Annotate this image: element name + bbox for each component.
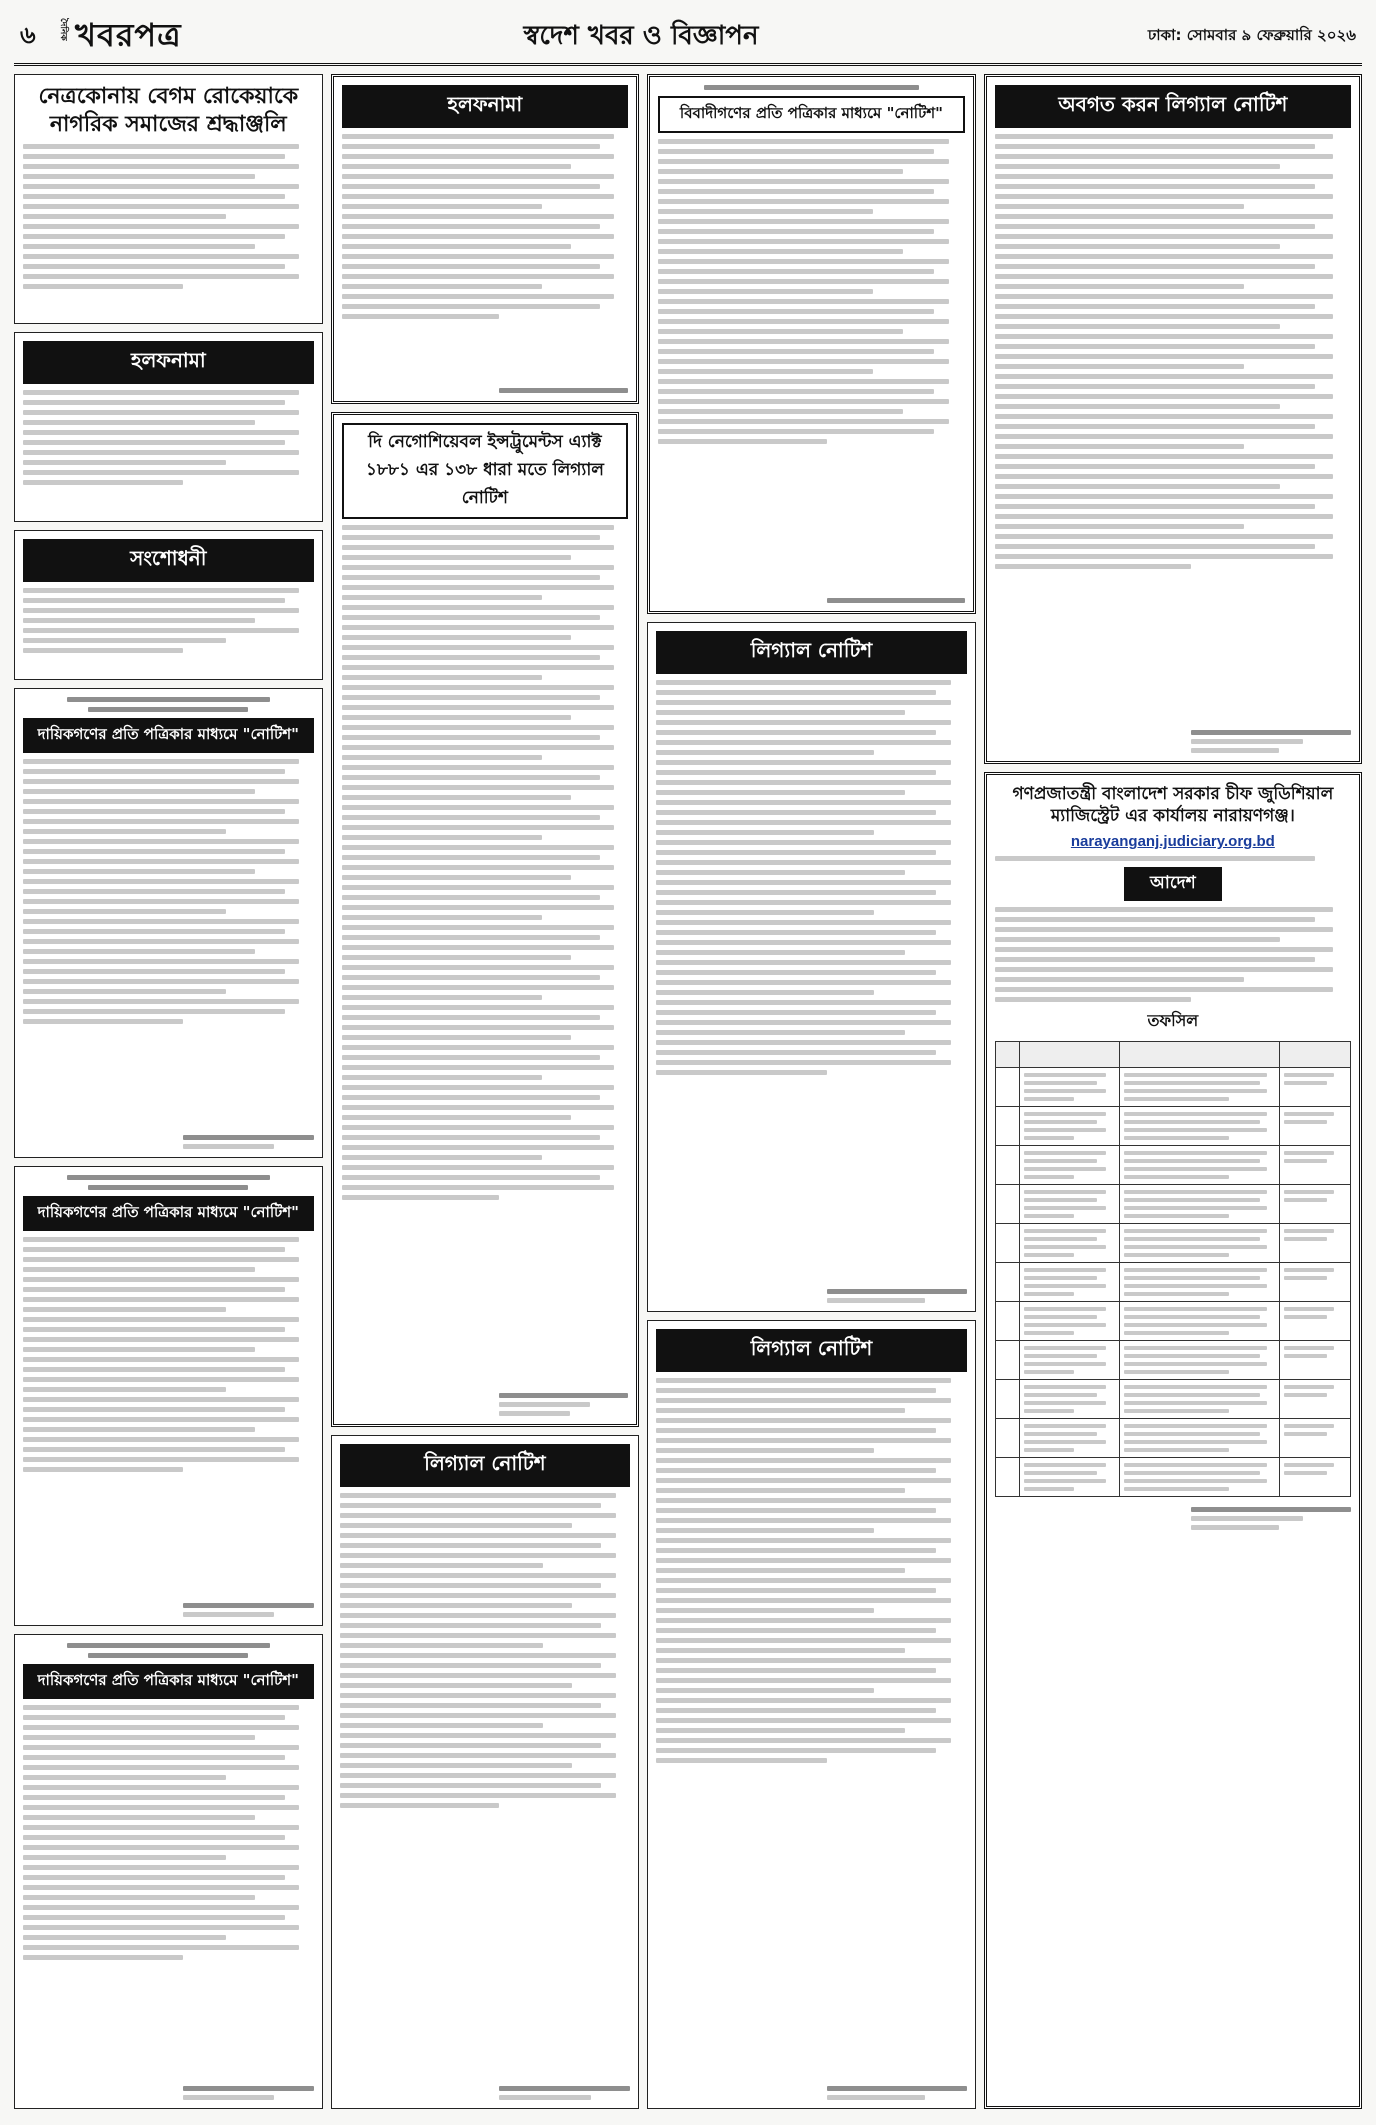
legal-notice-col3-2 <box>647 1320 976 2109</box>
dunning-notice-3 <box>14 1634 323 2109</box>
table-row <box>995 1380 1350 1419</box>
paper-name: খবরপত্র <box>75 15 182 54</box>
dispute-notice <box>647 74 976 614</box>
column-2 <box>331 74 640 2109</box>
section-title: স্বদেশ খবর ও বিজ্ঞাপন <box>523 20 759 51</box>
masthead <box>14 10 1362 66</box>
column-4 <box>984 74 1362 2109</box>
dunning-notice-1 <box>14 688 323 1158</box>
table-row <box>995 1341 1350 1380</box>
dateline: ঢাকা: সোমবার ৯ ফেব্রুয়ারি ২০২৬ <box>1147 26 1356 44</box>
table-row <box>995 1458 1350 1497</box>
affidavit-notice-2 <box>331 74 640 404</box>
table-row <box>995 1185 1350 1224</box>
legal-notice-title-col2: লিগ্যাল নোটিশ <box>340 1444 631 1487</box>
affidavit-title: হলফনামা <box>23 341 314 384</box>
paper-logo <box>56 10 256 64</box>
table-row <box>995 1068 1350 1107</box>
schedule-title: তফসিল <box>1147 1011 1199 1031</box>
legal-notice-title-col3-2: লিগ্যাল নোটিশ <box>656 1329 967 1372</box>
ni-act-notice <box>331 412 640 1427</box>
table-header-row <box>995 1042 1350 1068</box>
gov-website-link[interactable]: narayanganj.judiciary.org.bd <box>1070 833 1275 851</box>
legal-notice-title-col3-1: লিগ্যাল নোটিশ <box>656 631 967 674</box>
gov-header-title: গণপ্রজাতন্ত্রী বাংলাদেশ সরকার চীফ জুডিশিয়াল ম্যাজিস্ট্রেট এর কার্যালয় নারায়ণগঞ্জ। <box>1012 784 1334 827</box>
legal-notice-col3-1 <box>647 622 976 1312</box>
affidavit-title-2: হলফনামা <box>342 85 629 128</box>
table-row <box>995 1107 1350 1146</box>
dunning-notice-2 <box>14 1166 323 1626</box>
table-row <box>995 1263 1350 1302</box>
inform-legal-notice <box>984 74 1362 764</box>
correction-notice <box>14 530 323 680</box>
affidavit-notice <box>14 332 323 522</box>
legal-notice-col2 <box>331 1435 640 2109</box>
government-notice <box>984 772 1362 2109</box>
page-number: ৬ <box>20 19 36 49</box>
ni-act-title: দি নেগোশিয়েবল ইন্সট্রুমেন্টস এ্যাক্ট ১৮৮১ এর ১৩৮ ধারা মতে লিগ্যাল নোটিশ <box>342 423 629 519</box>
correction-title: সংশোধনী <box>23 539 314 582</box>
table-row <box>995 1146 1350 1185</box>
order-label: আদেশ <box>1124 867 1222 901</box>
news-article <box>14 74 323 324</box>
news-headline: নেত্রকোনায় বেগম রোকেয়াকে নাগরিক সমাজের শ্রদ্ধাঞ্জলি <box>38 83 299 137</box>
column-1 <box>14 74 323 2109</box>
table-row <box>995 1224 1350 1263</box>
dunning-title-1: দায়িকগণের প্রতি পত্রিকার মাধ্যমে "নোটিশ" <box>23 718 314 753</box>
inform-notice-title: অবগত করন লিগ্যাল নোটিশ <box>995 85 1351 128</box>
case-table <box>995 1041 1351 1497</box>
dunning-title-2: দায়িকগণের প্রতি পত্রিকার মাধ্যমে "নোটিশ" <box>23 1196 314 1231</box>
gov-header <box>995 783 1351 827</box>
column-3 <box>647 74 976 2109</box>
dunning-title-3: দায়িকগণের প্রতি পত্রিকার মাধ্যমে "নোটিশ" <box>23 1664 314 1699</box>
dispute-title: বিবাদীগণের প্রতি পত্রিকার মাধ্যমে "নোটিশ" <box>658 96 965 133</box>
table-row <box>995 1419 1350 1458</box>
table-row <box>995 1302 1350 1341</box>
paper-tag: দৈনিক <box>58 17 68 41</box>
